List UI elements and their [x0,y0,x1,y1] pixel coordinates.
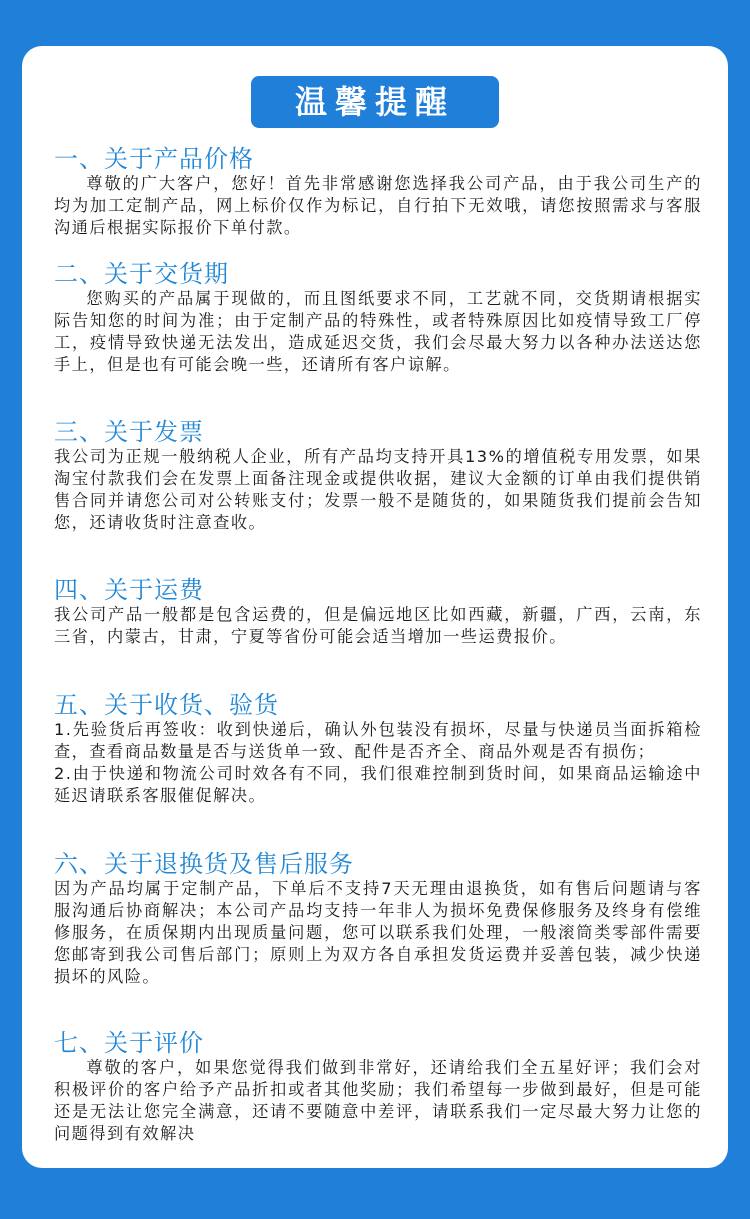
paragraph: 2.由于快递和物流公司时效各有不同，我们很难控制到货时间，如果商品运输途中延迟请联系客服催促解决。 [54,764,702,805]
section-body [54,604,702,648]
paragraph: 我公司为正规一般纳税人企业，所有产品均支持开具13%的增值税专用发票，如果淘宝付款我们会在发票上面备注现金或提供收据，建议大金额的订单由我们提供销售合同并请您公司对公转账支付；发票一般不是随货的，如果随货我们提前会告知您，还请收货时注意查收。 [54,447,702,532]
section-body [54,878,702,988]
section-heading: 三、关于发票 [54,418,204,446]
section-receiving [54,691,702,807]
section-heading: 二、关于交货期 [54,260,229,288]
paragraph: 尊敬的客户，如果您觉得我们做到非常好，还请给我们全五星好评；我们会对积极评价的客户给予产品折扣或者其他奖励；我们希望每一步做到最好，但是可能还是无法让您完全满意，还请不要随意中差评，请联系我们一定尽最大努力让您的问题得到有效解决 [54,1058,702,1143]
section-body [54,288,702,376]
section-review [54,1029,702,1145]
section-shipping [54,576,702,648]
paragraph: 1.先验货后再签收：收到快递后，确认外包装没有损坏，尽量与快递员当面拆箱检查，查看商品数量是否与送货单一致、配件是否齐全、商品外观是否有损伤； [54,720,702,761]
page-title: 温馨提醒 [251,76,499,128]
paragraph: 因为产品均属于定制产品，下单后不支持7天无理由退换货，如有售后问题请与客服沟通后协商解决；本公司产品均支持一年非人为损坏免费保修服务及终身有偿维修服务，在质保期内出现质量问题，您可以联系我们处理，一般滚筒类零部件需要您邮寄到我公司售后部门；原则上为双方各自承担发货运费并妥善包装，减少快递损坏的风险。 [54,879,702,986]
section-heading: 四、关于运费 [54,576,204,604]
section-price [54,145,702,239]
paragraph: 尊敬的广大客户，您好！首先非常感谢您选择我公司产品，由于我公司生产的均为加工定制产品，网上标价仅作为标记，自行拍下无效哦，请您按照需求与客服沟通后根据实际报价下单付款。 [54,174,702,237]
section-after-sales [54,850,702,988]
section-body [54,1057,702,1145]
section-heading: 一、关于产品价格 [54,145,254,173]
section-invoice [54,418,702,534]
paragraph: 您购买的产品属于现做的，而且图纸要求不同，工艺就不同，交货期请根据实际告知您的时间为准；由于定制产品的特殊性，或者特殊原因比如疫情导致工厂停工，疫情导致快递无法发出，造成延迟交货，我们会尽最大努力以各种办法送达您手上，但是也有可能会晚一些，还请所有客户谅解。 [54,289,702,374]
section-heading: 六、关于退换货及售后服务 [54,850,354,878]
section-body [54,446,702,534]
section-heading: 五、关于收货、验货 [54,691,279,719]
paragraph: 我公司产品一般都是包含运费的，但是偏远地区比如西藏，新疆，广西，云南，东三省，内蒙古，甘肃，宁夏等省份可能会适当增加一些运费报价。 [54,605,702,646]
section-body [54,173,702,239]
notice-card [22,46,728,1168]
section-heading: 七、关于评价 [54,1029,204,1057]
section-delivery [54,260,702,376]
section-body [54,719,702,807]
